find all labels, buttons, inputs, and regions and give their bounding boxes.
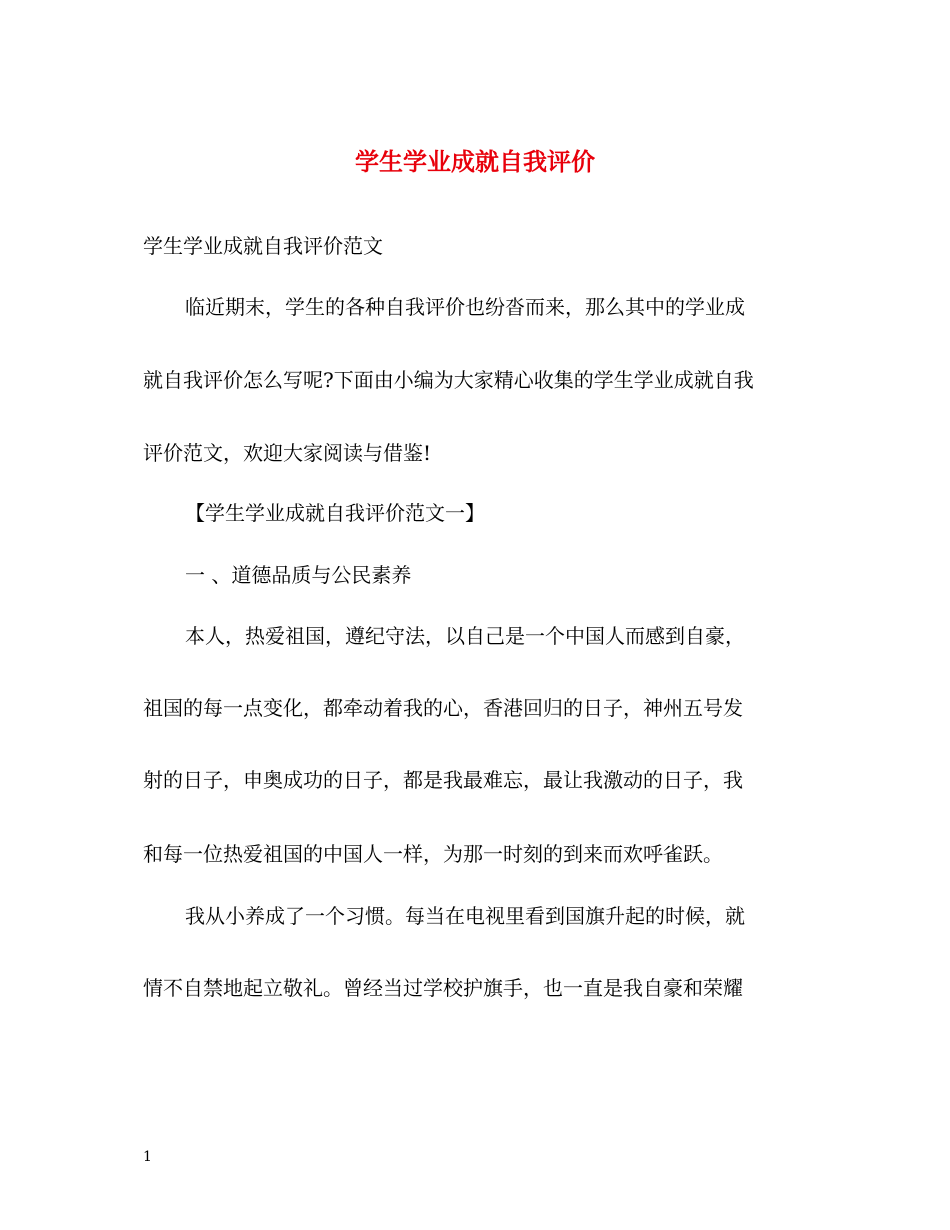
paragraph-line: 祖国的每一点变化，都牵动着我的心，香港回归的日子，神州五号发 xyxy=(143,696,743,720)
paragraph-line: 射的日子，申奥成功的日子，都是我最难忘，最让我激动的日子，我 xyxy=(143,768,743,792)
paragraph-line: 临近期末，学生的各种自我评价也纷沓而来，那么其中的学业成 xyxy=(185,295,745,319)
section-heading: 【学生学业成就自我评价范文一】 xyxy=(185,501,485,525)
paragraph-line: 本人，热爱祖国，遵纪守法，以自己是一个中国人而感到自豪， xyxy=(185,624,745,648)
paragraph-line: 情不自禁地起立敬礼。曾经当过学校护旗手，也一直是我自豪和荣耀 xyxy=(143,976,743,1000)
document-title: 学生学业成就自我评价 xyxy=(355,147,595,176)
paragraph-line: 评价范文，欢迎大家阅读与借鉴! xyxy=(143,441,432,465)
paragraph-line: 和每一位热爱祖国的中国人一样，为那一时刻的到来而欢呼雀跃。 xyxy=(143,842,723,866)
paragraph-line: 我从小养成了一个习惯。每当在电视里看到国旗升起的时候，就 xyxy=(185,904,745,928)
paragraph-line: 就自我评价怎么写呢?下面由小编为大家精心收集的学生学业成就自我 xyxy=(143,368,754,392)
document-subtitle: 学生学业成就自我评价范文 xyxy=(143,234,383,258)
subsection-heading: 一 、道德品质与公民素养 xyxy=(185,563,412,587)
page-number: 1 xyxy=(143,1149,152,1165)
